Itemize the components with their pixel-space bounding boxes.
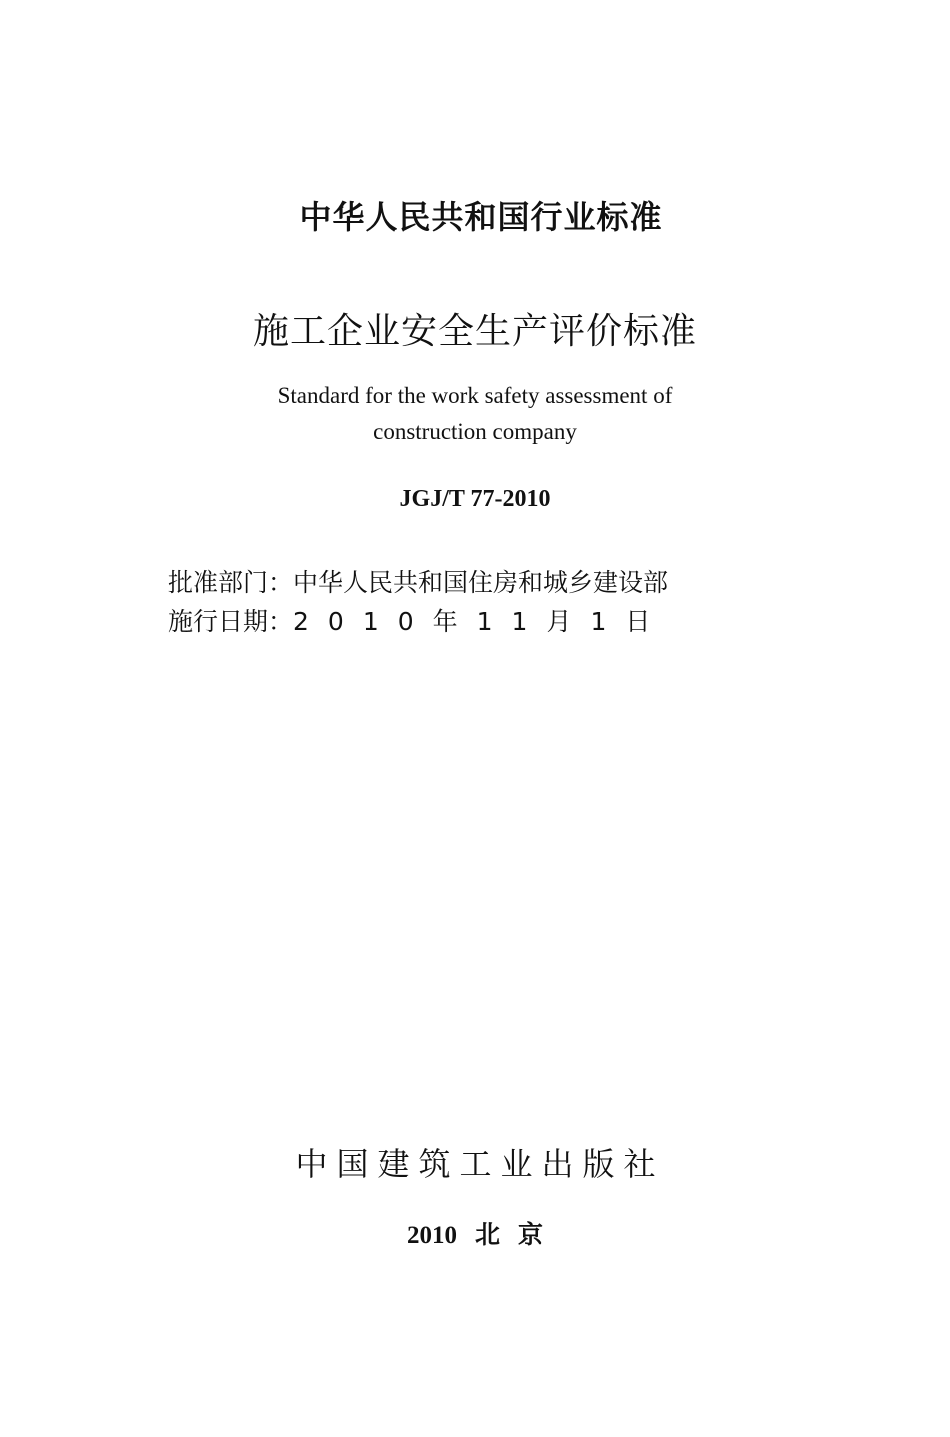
effective-value: 2010年11月1日 xyxy=(293,607,670,636)
document-title-chinese: 施工企业安全生产评价标准 xyxy=(252,311,697,352)
approval-department xyxy=(168,563,668,599)
approval-label: 批准部门： xyxy=(168,568,294,597)
publication-place xyxy=(0,1215,950,1251)
document-title-english xyxy=(0,378,950,450)
publication-city-1: 北 xyxy=(474,1222,500,1249)
english-title-line-1: Standard for the work safety assessment of xyxy=(277,383,673,408)
english-title-line-2: construction company xyxy=(373,419,577,444)
standard-code: JGJ/T 77-2010 xyxy=(399,486,551,512)
effective-date xyxy=(168,602,669,638)
publisher-name: 中国建筑工业出版社 xyxy=(295,1145,665,1183)
approval-value: 中华人民共和国住房和城乡建设部 xyxy=(293,568,669,597)
effective-label: 施行日期： xyxy=(168,607,294,636)
standard-series-title: 中华人民共和国行业标准 xyxy=(299,198,663,236)
publication-year: 2010 xyxy=(406,1222,457,1249)
publication-city-2: 京 xyxy=(518,1222,544,1249)
